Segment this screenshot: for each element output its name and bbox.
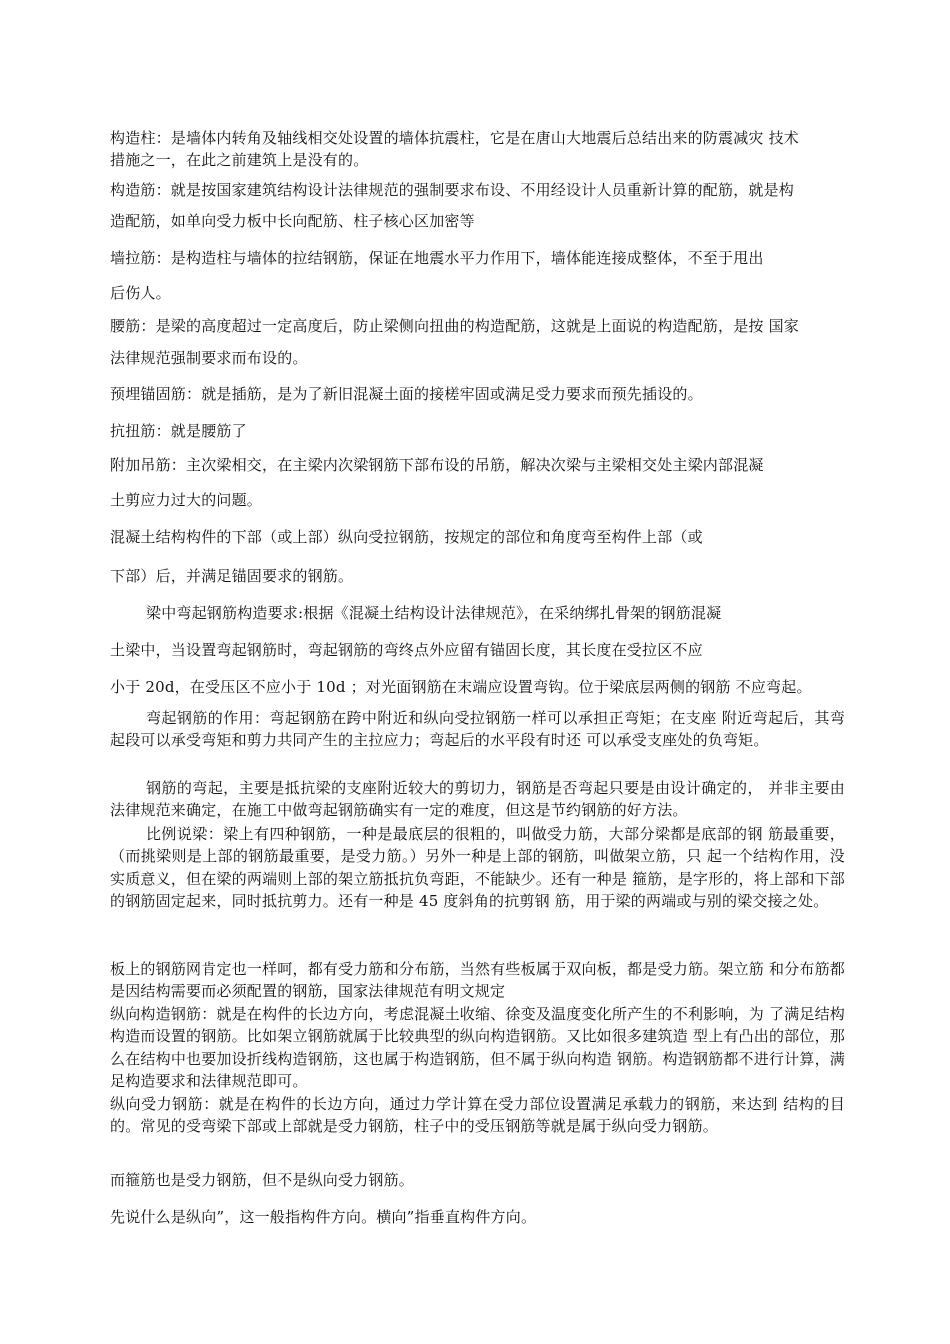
text-line: 后伤人。 (110, 284, 171, 302)
text-line: 腰筋：是梁的高度超过一定高度后，防止梁侧向扭曲的构造配筋，这就是上面说的构造配筋，是按 国家 (110, 317, 799, 335)
text-line: 附加吊筋：主次梁相交，在主梁内次梁钢筋下部布设的吊筋，解决次梁与主梁相交处主梁内部混凝 (110, 456, 764, 474)
paragraph: 纵向受力钢筋：就是在构件的长边方向，通过力学计算在受力部位设置满足承载力的钢筋，来达到 结构的目的。常见的受弯梁下部或上部就是受力钢筋，柱子中的受压钢筋等就是属于纵向受力钢筋。 (110, 1095, 845, 1136)
text-line: 预埋锚固筋：就是插筋，是为了新旧混凝土面的接槎牢固或满足受力要求而预先插设的。 (110, 385, 703, 403)
text-line: 小于 20d，在受压区不应小于 10d ；对光面钢筋在末端应设置弯钩。位于梁底层两侧的钢筋 不应弯起。 (110, 678, 812, 696)
paragraph: 弯起钢筋的作用：弯起钢筋在跨中附近和纵向受拉钢筋一样可以承担正弯矩；在支座 附近弯起后，其弯起段可以承受弯矩和剪力共同产生的主拉应力；弯起后的水平段有时还 可以承受支座处的负弯矩。 (110, 709, 845, 750)
paragraph: 钢筋的弯起，主要是抵抗梁的支座附近较大的剪切力，钢筋是否弯起只要是由设计确定的， 并非主要由法律规范来确定，在施工中做弯起钢筋确实有一定的难度，但这是节约钢筋的好方法。 (110, 779, 845, 820)
paragraph: 比例说梁：梁上有四种钢筋，一种是最底层的很粗的，叫做受力筋，大部分梁都是底部的钢 筋最重要，（而挑梁则是上部的钢筋最重要，是受力筋。）另外一种是上部的钢筋，叫做架立筋，只 起一个结构作用，没实质意义，但在梁的两端则上部的架立筋抵抗负弯距，不能缺少。还有一种是 箍筋，是字形的，将上部和下部的钢筋固定起来，同时抵抗剪力。还有一种是 45 度斜角的抗剪钢 筋，用于梁的两端或与别的梁交接之处。 (110, 825, 845, 911)
text-line: 下部）后，并满足锚固要求的钢筋。 (110, 567, 354, 585)
text-line: 土梁中，当设置弯起钢筋时，弯起钢筋的弯终点外应留有锚固长度，其长度在受拉区不应 (110, 641, 703, 659)
text-line: 造配筋，如单向受力板中长向配筋、柱子核心区加密等 (110, 212, 475, 230)
text-line: 混凝土结构构件的下部（或上部）纵向受拉钢筋，按规定的部位和角度弯至构件上部（或 (110, 528, 703, 546)
text-line: 墙拉筋：是构造柱与墙体的拉结钢筋，保证在地震水平力作用下，墙体能连接成整体，不至于甩出 (110, 249, 764, 267)
paragraph: 板上的钢筋网肯定也一样呵，都有受力筋和分布筋，当然有些板属于双向板，都是受力筋。架立筋 和分布筋都是因结构需要而必须配置的钢筋，国家法律规范有明文规定 (110, 960, 845, 1001)
text-line: 土剪应力过大的问题。 (110, 491, 263, 509)
text-line: 法律规范强制要求而布设的。 (110, 349, 308, 367)
text-line: 先说什么是纵向”，这一般指构件方向。横向”指垂直构件方向。 (110, 1208, 537, 1226)
text-line: 构造筋：就是按国家建筑结构设计法律规范的强制要求布设、不用经设计人员重新计算的配筋，就是构 (110, 181, 795, 199)
text-line: 抗扭筋：就是腰筋了 (110, 422, 247, 440)
text-line: 梁中弯起钢筋构造要求:根据《混凝土结构设计法律规范》，在采纳绑扎骨架的钢筋混凝 (146, 604, 722, 622)
paragraph: 纵向构造钢筋：就是在构件的长边方向，考虑混凝土收缩、徐变及温度变化所产生的不利影响，为 了满足结构构造而设置的钢筋。比如架立钢筋就属于比较典型的纵向构造钢筋。又比如很多建筑造 型上有凸出的部位，那么在结构中也要加设折线构造钢筋，这也属于构造钢筋，但不属于纵向构造 钢筋。构造钢筋都不进行计算，满足构造要求和法律规范即可。 (110, 1005, 845, 1091)
text-line: 措施之一，在此之前建筑上是没有的。 (110, 151, 369, 169)
text-line: 构造柱：是墙体内转角及轴线相交处设置的墙体抗震柱，它是在唐山大地震后总结出来的防震减灾 技术 (110, 129, 799, 147)
text-line: 而箍筋也是受力钢筋，但不是纵向受力钢筋。 (110, 1171, 415, 1189)
